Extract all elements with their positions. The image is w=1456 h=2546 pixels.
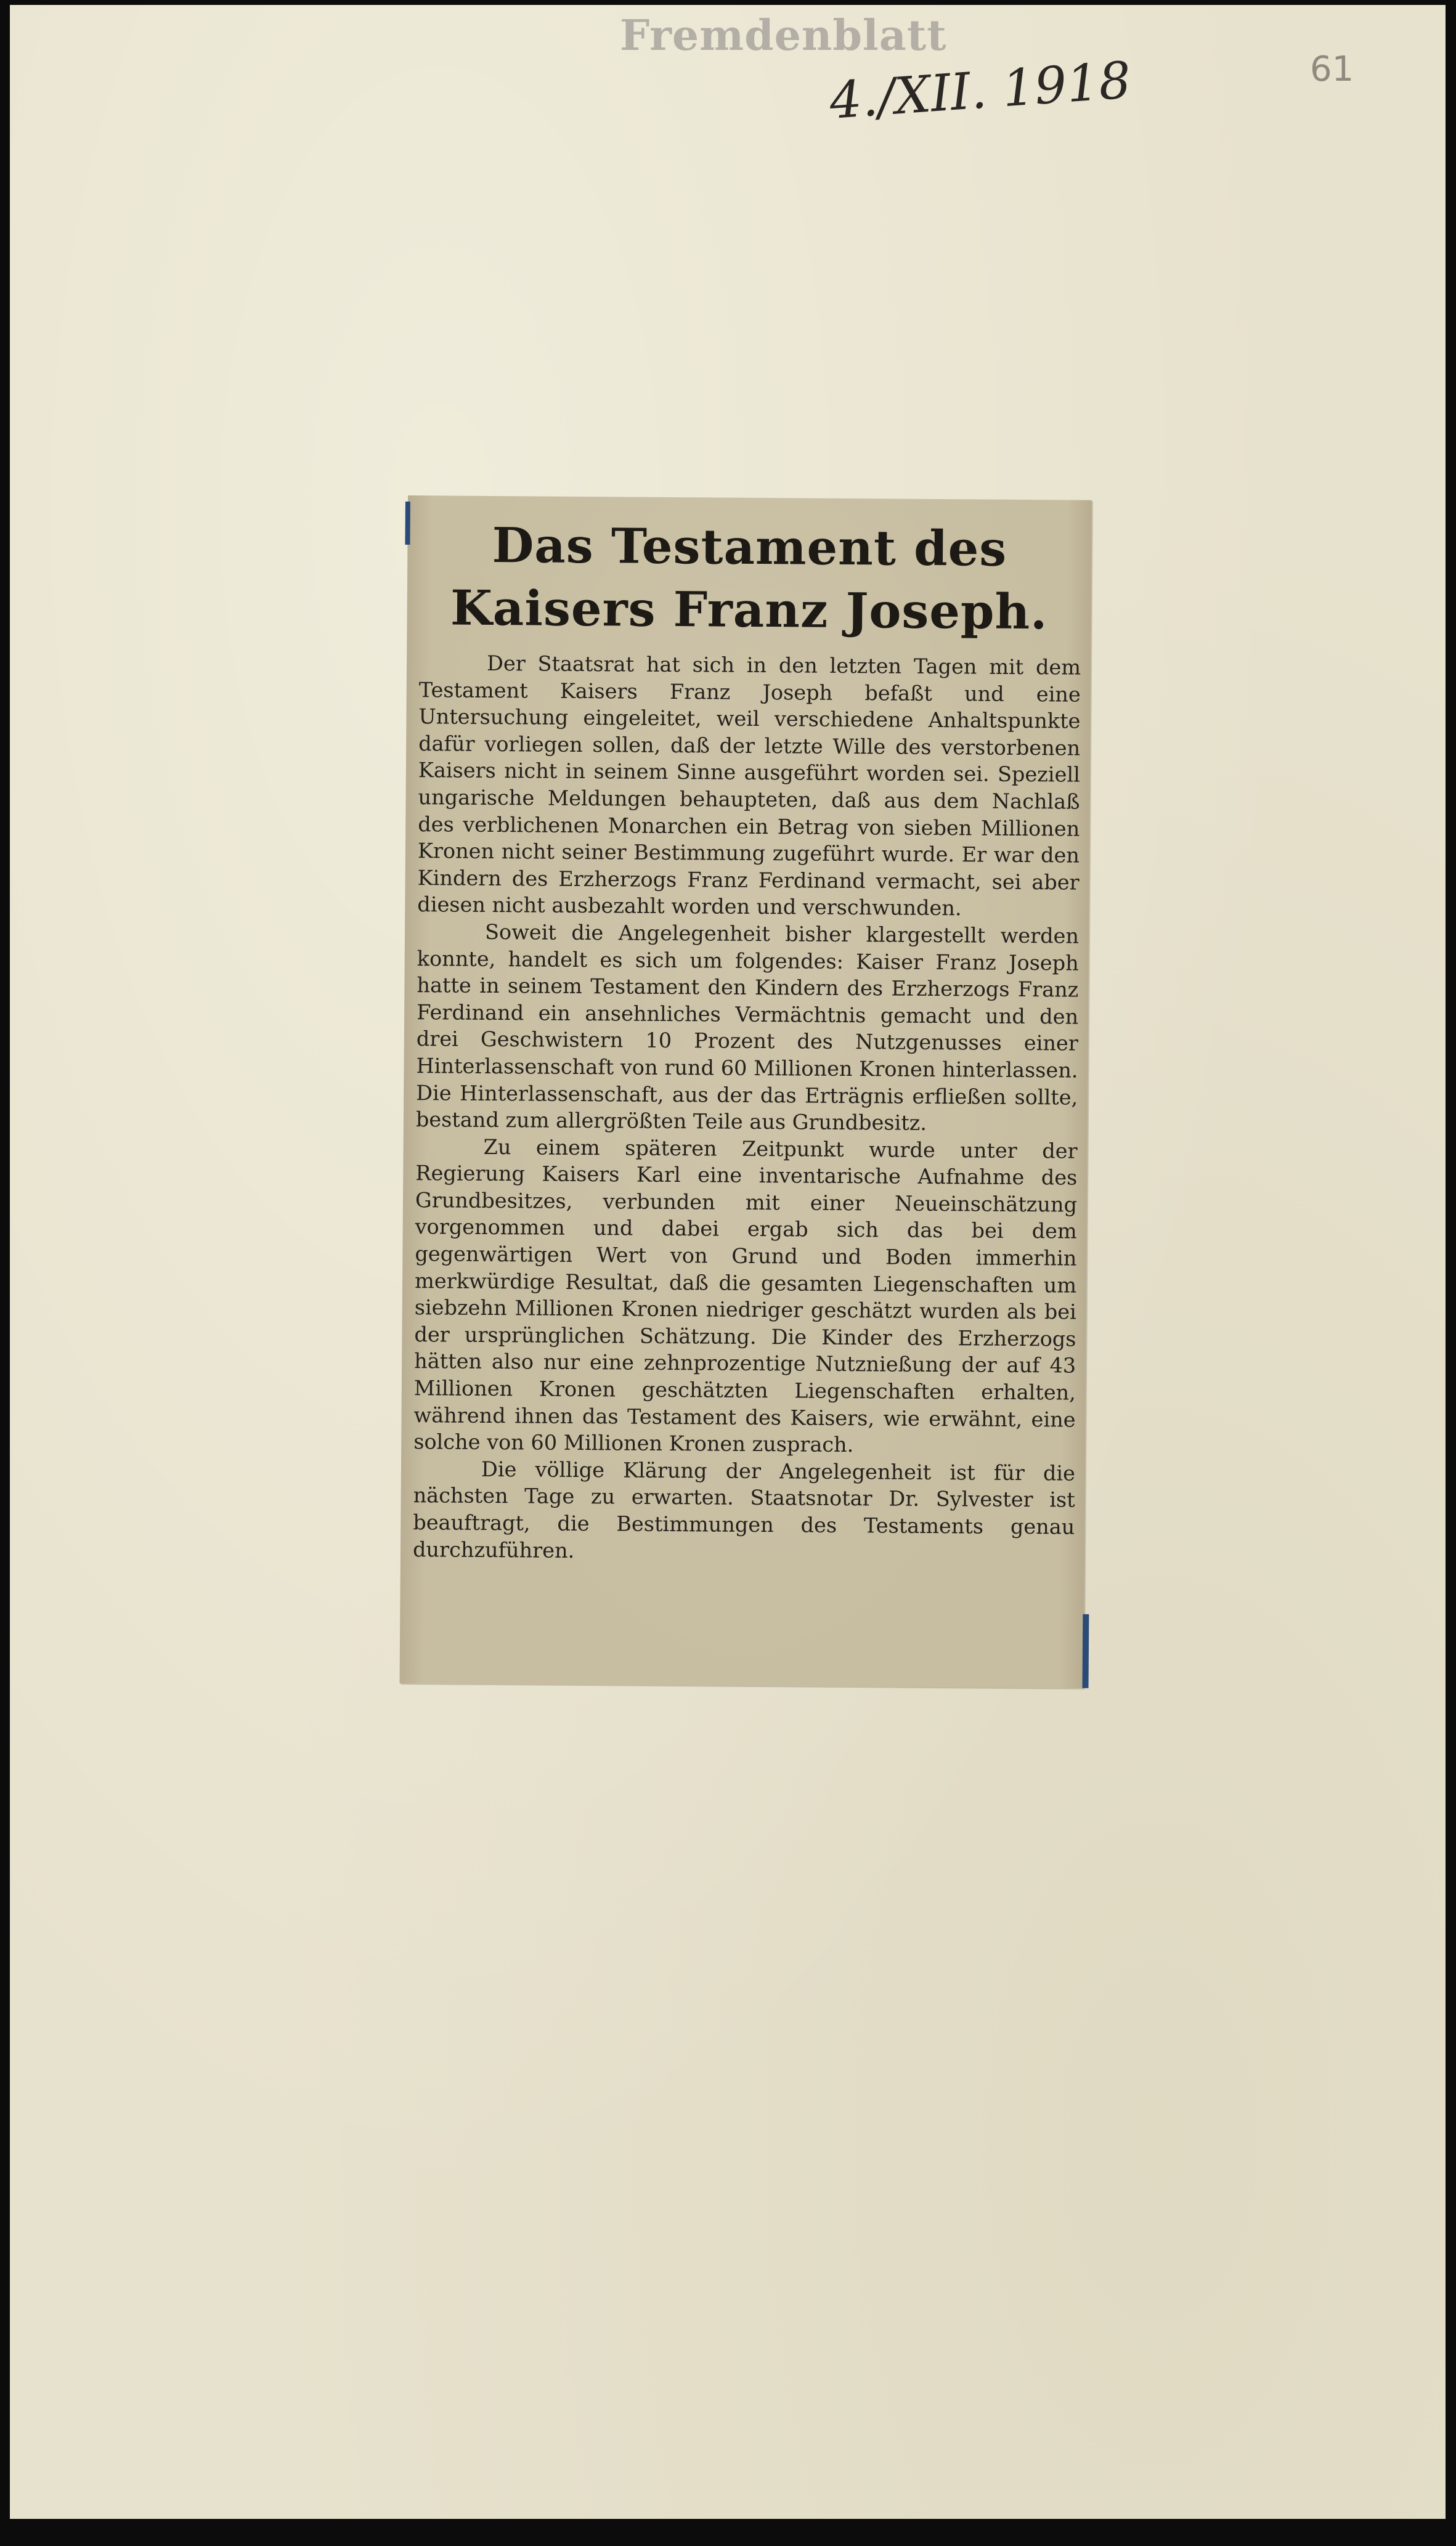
article-paragraph: Die völlige Klärung der Angelegenheit ist für die nächsten Tage zu erwarten. Staatsnotar Dr. Sylvester ist beauftragt, die Bestimmungen des Testaments genau durchzuführen. (412, 1457, 1076, 1563)
pencil-mark-right (1083, 1614, 1089, 1688)
article-body (413, 649, 1081, 1568)
newspaper-source-stamp: Fremdenblatt (620, 11, 947, 60)
archive-sheet (10, 5, 1446, 2519)
folio-number: 61 (1310, 49, 1354, 89)
pencil-mark-left (405, 502, 410, 545)
handwritten-date: 4./XII. 1918 (828, 51, 1133, 131)
article-paragraph: Der Staatsrat hat sich in den letzten Tagen mit dem Testament Kaisers Franz Joseph befaßt und eine Untersuchung eingeleitet, weil verschiedene Anhaltspunkte dafür vorliegen sollen, daß der letzte Wille des verstorbenen Kaisers nicht in seinem Sinne ausgeführt worden sei. Speziell ungarische Meldungen behaupteten, daß aus dem Nachlaß des verblichenen Monarchen ein Betrag von sieben Millionen Kronen nicht seiner Bestimmung zugeführt wurde. Er war den Kindern des Erzherzogs Franz Ferdinand vermacht, sei aber diesen nicht ausbezahlt worden und verschwunden. (417, 651, 1081, 921)
article-paragraph: Zu einem späteren Zeitpunkt wurde unter der Regierung Kaisers Karl eine inventarische Aufnahme des Grundbesitzes, verbunden mit einer Neueinschätzung vorgenommen und dabei ergab sich das bei dem gegenwärtigen Wert von Grund und Boden immerhin merkwürdige Resultat, daß die gesamten Liegenschaften um siebzehn Millionen Kronen niedriger geschätzt wurden als bei der ursprünglichen Schätzung. Die Kinder des Erzherzogs hätten also nur eine zehnprozentige Nutznießung der auf 43 Millionen Kronen geschätzten Liegenschaften erhalten, während ihnen das Testament des Kaisers, wie erwähnt, eine solche von 60 Millionen Kronen zusprach. (413, 1134, 1078, 1457)
article-headline: Das Testament des Kaisers Franz Joseph. (450, 517, 1048, 641)
article-paragraph: Soweit die Angelegenheit bisher klargestellt werden konnte, handelt es sich um folgendes: Kaiser Franz Joseph hatte in seinem Testament den Kindern des Erzherzogs Franz Ferdinand ein ansehnliches Vermächtnis gemacht und den drei Geschwistern 10 Prozent des Nutzgenusses einer Hinterlassenschaft von rund 60 Millionen Kronen hinterlassen. Die Hinterlassenschaft, aus der das Erträgnis erfließen sollte, bestand zum allergrößten Teile aus Grundbesitz. (415, 919, 1080, 1135)
newspaper-clipping (400, 495, 1092, 1688)
